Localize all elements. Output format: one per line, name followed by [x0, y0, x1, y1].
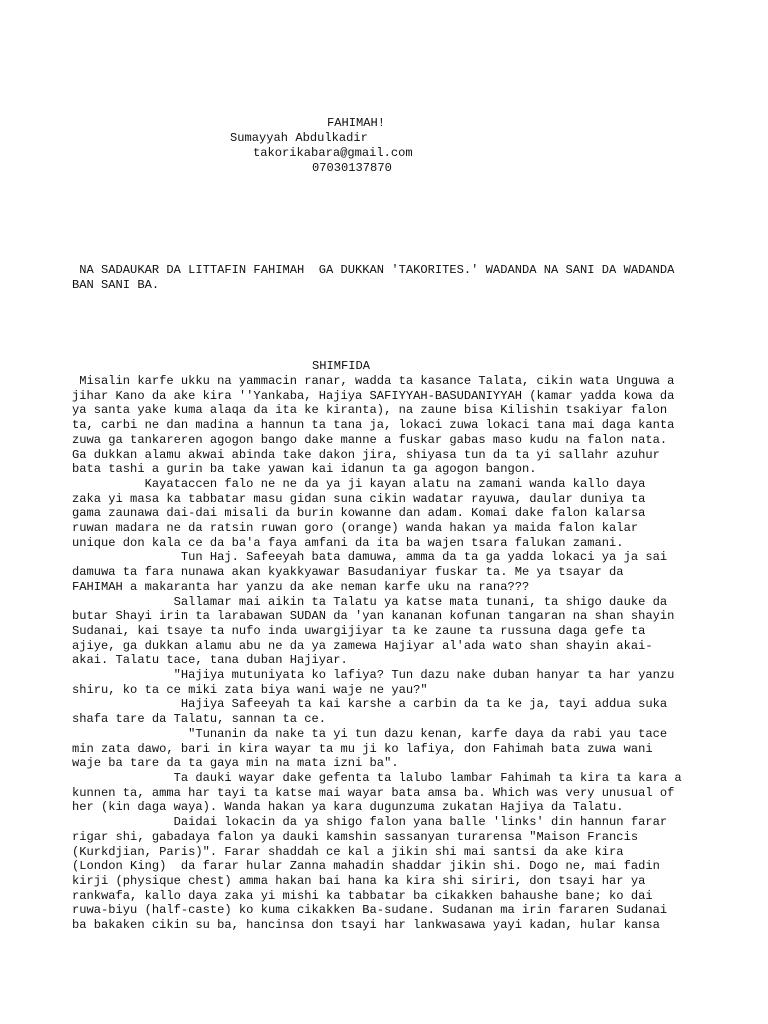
body-line: unique don kala ce da ba'a faya amfani da ita ba wajen tsara falukan zamani. [72, 535, 624, 550]
author-phone: 07030137870 [312, 161, 392, 175]
body-line: zuwa ga tankareren agogon bango dake manne a fuskar gabas maso kudu na falon nata. [72, 432, 668, 447]
author-name: Sumayyah Abdulkadir [230, 131, 368, 145]
body-line: waje ba tare da ta gaya min na mata izni ba". [72, 756, 399, 771]
body-line: damuwa ta fara nunawa akan kyakkyawar Basudaniyar fuskar ta. Me ya tsayar da [72, 565, 624, 580]
body-line: FAHIMAH a makaranta har yanzu da ake neman karfe uku na rana??? [72, 579, 530, 594]
body-line: min zata dawo, bari in kira wayar ta mu ji ko lafiya, don Fahimah bata zuwa wani [72, 741, 653, 756]
body-line: Daidai lokacin da ya shigo falon yana balle 'links' din hannun farar [72, 815, 668, 830]
body-line: rankwafa, kallo daya zaka yi mishi ka tabbatar ba cikakken bahaushe bane; ko dai [72, 888, 653, 903]
body-line: ba bakaken cikin su ba, hancinsa don tsayi har lankwasawa yayi kadan, hular kansa [72, 918, 660, 933]
chapter-heading: SHIMFIDA [312, 359, 371, 373]
body-line: akai. Talatu tace, tana duban Hajiyar. [72, 653, 348, 668]
body-line: rigar shi, gabadaya falon ya dauki kamshin sassanyan turarensa "Maison Francis [72, 829, 639, 844]
body-line: (London King) da farar hular Zanna mahadin shaddar jikin shi. Dogo ne, mai fadin [72, 859, 660, 874]
body-line: zaka yi masa ka tabbatar masu gidan suna cikin wadatar rayuwa, daular duniya ta [72, 491, 646, 506]
body-line: Misalin karfe ukku na yammacin ranar, wadda ta kasance Talata, cikin wata Unguwa a [72, 374, 675, 388]
body-line: jihar Kano da ake kira ''Yankaba, Hajiya SAFIYYAH-BASUDANIYYAH (kamar yadda kowa da [72, 388, 675, 403]
body-line: "Hajiya mutuniyata ko lafiya? Tun dazu nake duban hanyar ta har yanzu [72, 668, 675, 683]
body-line: ajiye, ga dukkan alamu abu ne da ya zamewa Hajiyar al'ada wato shan shayin akai- [72, 638, 653, 653]
body-line: butar Shayi irin ta larabawan SUDAN da 'yan kananan kofunan tangaran na shan shayin [72, 609, 675, 624]
body-line: "Tunanin da nake ta yi tun dazu kenan, karfe daya da rabi yau tace [72, 726, 668, 741]
body-line: Kayataccen falo ne ne da ya ji kayan alatu na zamani wanda kallo daya [72, 476, 646, 491]
body-line: (Kurkdjian, Paris)". Farar shaddah ce kal a jikin shi mai santsi da ake kira [72, 844, 624, 859]
body-line: Ta dauki wayar dake gefenta ta lalubo lambar Fahimah ta kira ta kara a [72, 770, 682, 785]
body-line: shiru, ko ta ce miki zata biya wani waje ne yau?" [72, 682, 428, 697]
body-line: her (kin daga waya). Wanda hakan ya kara dugunzuma zukatan Hajiya da Talatu. [72, 800, 624, 815]
document-title: FAHIMAH! [327, 116, 386, 130]
body-line: Sallamar mai aikin ta Talatu ya katse mata tunani, ta shigo dauke da [72, 594, 668, 609]
dedication-line: NA SADAUKAR DA LITTAFIN FAHIMAH GA DUKKAN 'TAKORITES.' WADANDA NA SANI DA WADANDA [72, 263, 675, 277]
body-text [0, 374, 682, 933]
body-line: Ga dukkan alamu akwai abinda take dakon jira, shiyasa tun da ta yi sallahr azuhur [72, 447, 660, 462]
body-line: kirji (physique chest) amma hakan bai hana ka kira shi siriri, don tsayi har ya [72, 873, 646, 888]
body-line: Tun Haj. Safeeyah bata damuwa, amma da ta ga yadda lokaci ya ja sai [72, 550, 668, 565]
body-line: bata tashi a gurin ba take yawan kai idanun ta ga agogon bangon. [72, 462, 537, 477]
body-line: ta, carbi ne dan madina a hannun ta tana ja, lokaci zuwa lokaci tana mai daga kanta [72, 418, 675, 433]
body-line: ya santa yake kuma alaqa da ita ke kiranta), na zaune bisa Kilishin tsakiyar falon [72, 403, 668, 418]
author-email: takorikabara@gmail.com [253, 146, 413, 160]
body-line: Sudanai, kai tsaye ta nufo inda uwargijiyar ta ke zaune ta russuna daga gefe ta [72, 623, 646, 638]
body-line: ruwa-biyu (half-caste) ko kuma cikakken Ba-sudane. Sudanan ma irin fararen Sudanai [72, 903, 668, 918]
dedication-line: BAN SANI BA. [72, 278, 160, 292]
body-line: ruwan madara ne da ratsin ruwan goro (orange) wanda hakan ya maida falon kalar [72, 521, 639, 536]
body-line: kunnen ta, amma har tayi ta katse mai wayar bata amsa ba. Which was very unusual of [72, 785, 675, 800]
body-line: shafa tare da Talatu, sannan ta ce. [72, 712, 327, 727]
body-line: gama zaunawa dai-dai misali da burin kowanne dan adam. Komai dake falon kalarsa [72, 506, 646, 521]
body-line: Hajiya Safeeyah ta kai karshe a carbin da ta ke ja, tayi addua suka [72, 697, 668, 712]
